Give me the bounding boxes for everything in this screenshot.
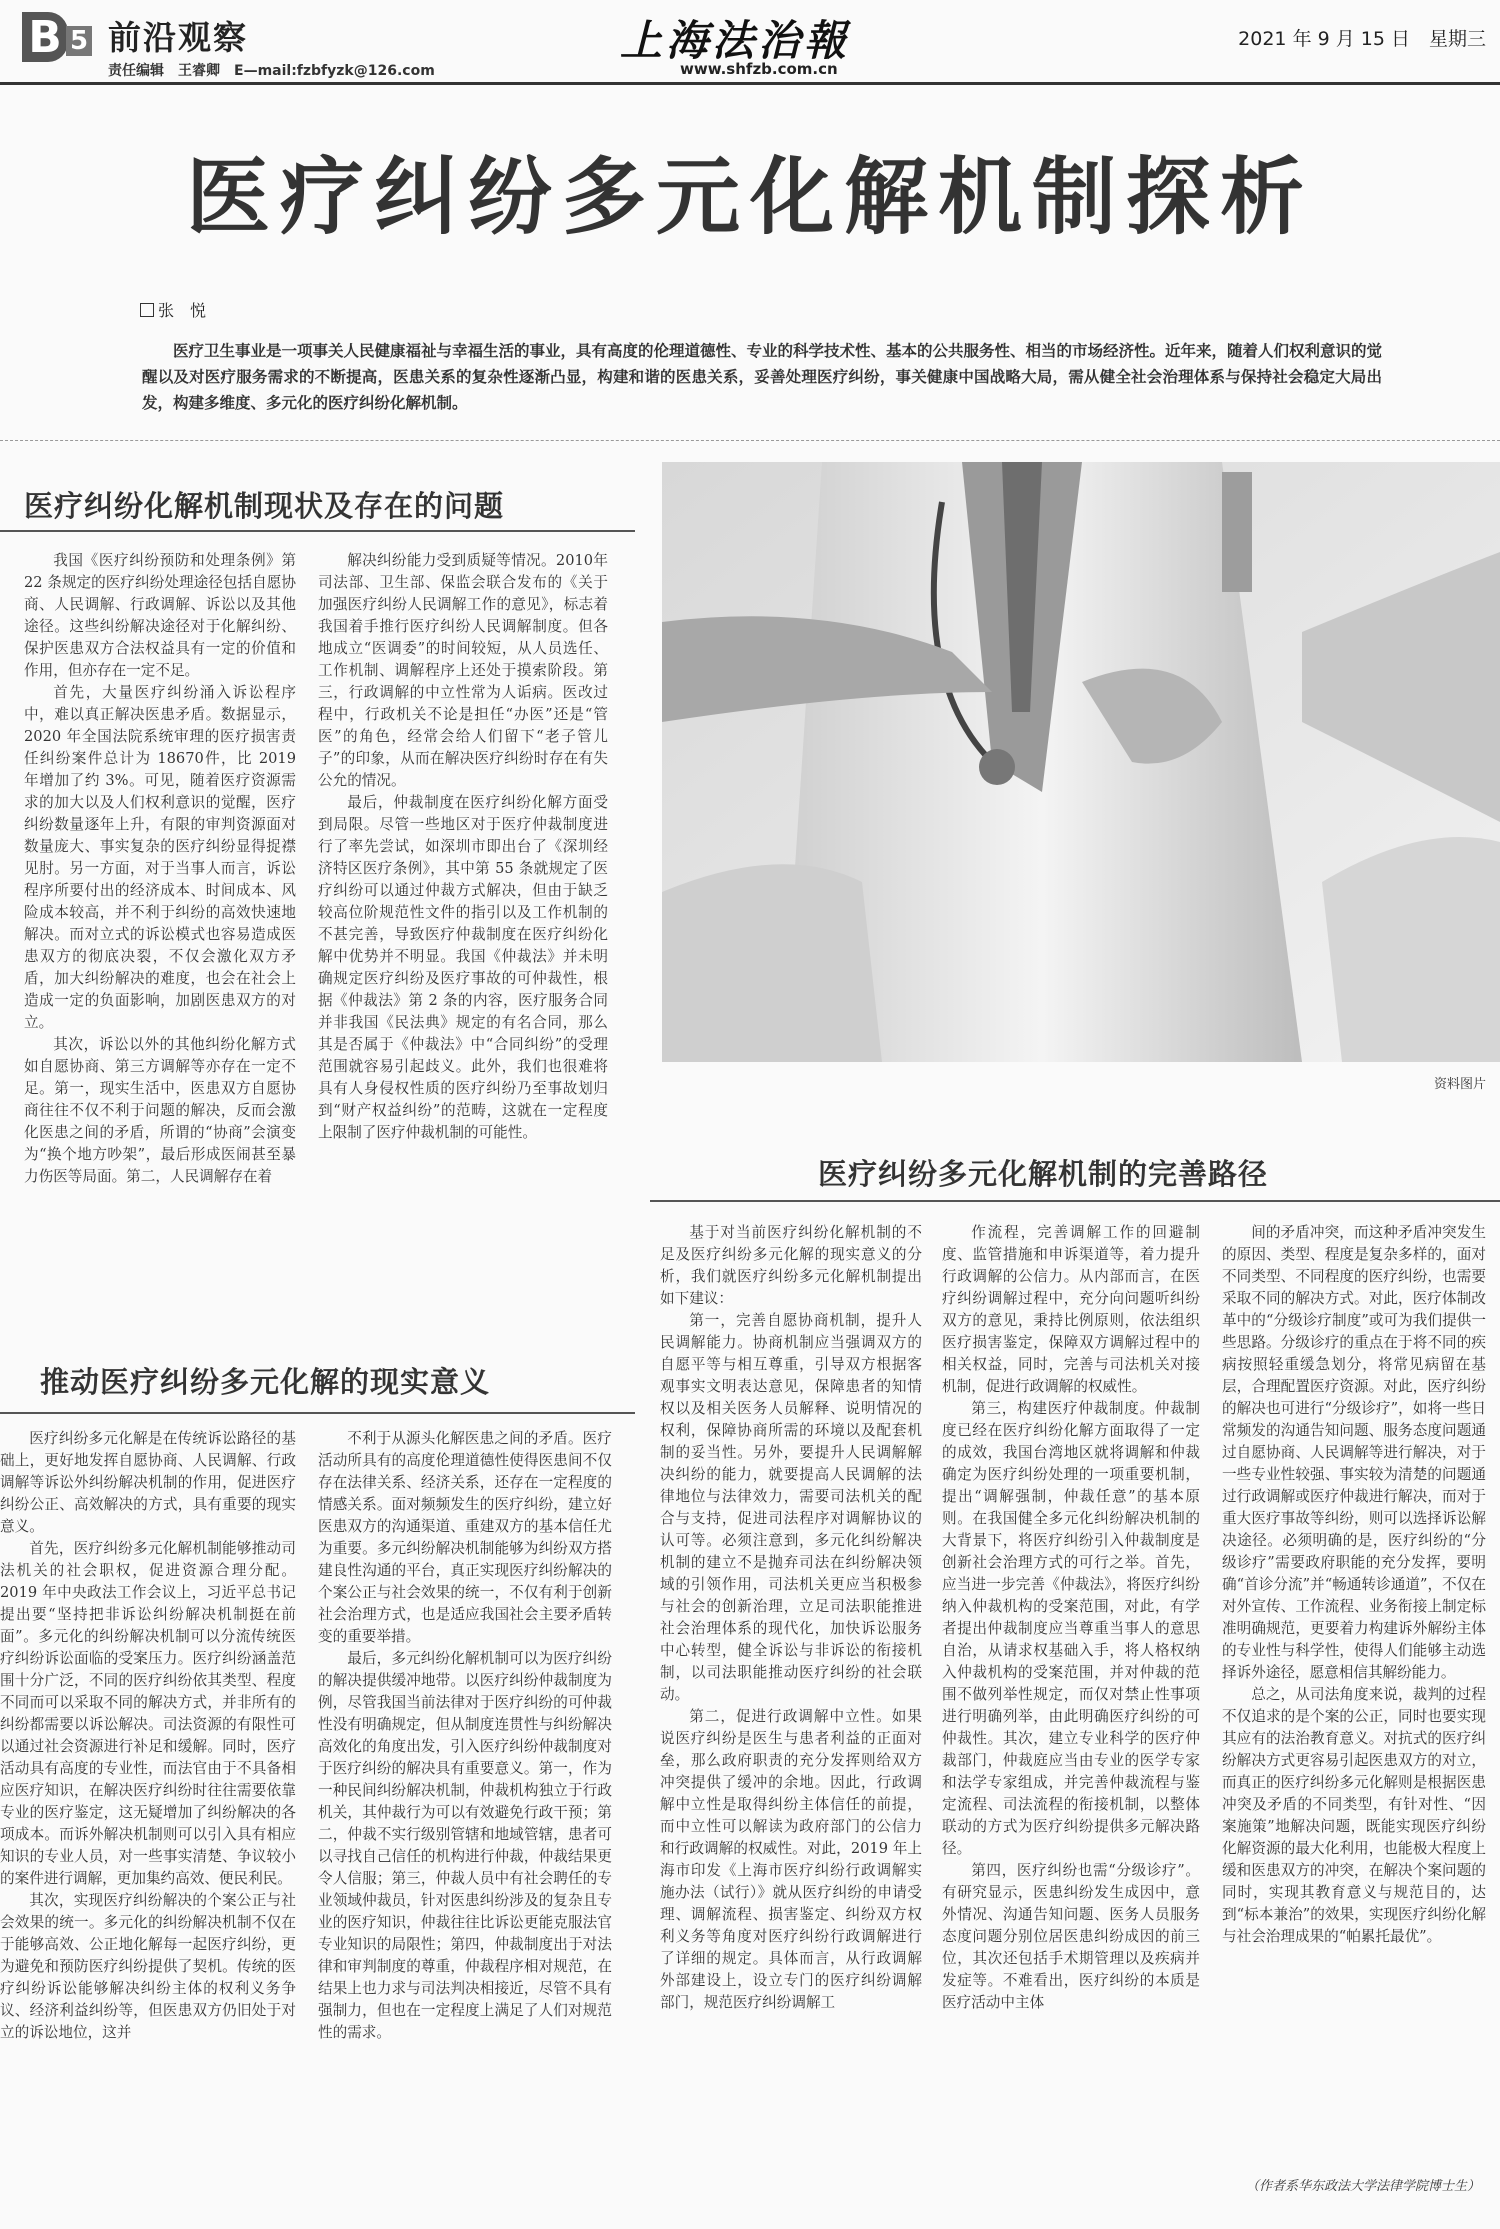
paragraph: 医疗纠纷多元化解是在传统诉讼路径的基础上，更好地发挥自愿协商、人民调解、行政调解等诉讼外纠纷解决机制的作用，促进医疗纠纷公正、高效解决的方式，具有重要的现实意义。 bbox=[0, 1430, 296, 1535]
page-number: 5 bbox=[66, 26, 92, 56]
paragraph: 其次，实现医疗纠纷解决的个案公正与社会效果的统一。多元化的纠纷解决机制不仅在于能够高效、公正地化解每一起医疗纠纷，更为避免和预防医疗纠纷提供了契机。传统的医疗纠纷诉讼能够解决纠纷主体的权利义务争议、经济利益纠纷等，但医患双方仍旧处于对立的诉讼地位，这并 bbox=[0, 1892, 296, 2041]
paragraph: 首先，大量医疗纠纷涌入诉讼程序中，难以真正解决医患矛盾。数据显示，2020 年全国法院系统审理的医疗损害责任纠纷案件总计为 18670件，比 2019 年增加了约 3%。可见，随着医疗资源需求的加大以及人们权利意识的觉醒，医疗纠纷数量逐年上升，有限的审判资源面对数量庞大、事实复杂的医疗纠纷显得捉襟见肘。另一方面，对于当事人而言，诉讼程序所要付出的经济成本、时间成本、风险成本较高，并不利于纠纷的高效快速地解决。而对立式的诉讼模式也容易造成医患双方的彻底决裂，不仅会激化双方矛盾，加大纠纷解决的难度，也会在社会上造成一定的负面影响，加剧医患双方的对立。 bbox=[24, 684, 296, 1031]
paragraph: 基于对当前医疗纠纷化解机制的不足及医疗纠纷多元化解的现实意义的分析，我们就医疗纠纷多元化解机制提出如下建议： bbox=[660, 1224, 922, 1307]
paragraph: 第四，医疗纠纷也需“分级诊疗”。有研究显示，医患纠纷发生成因中，意外情况、沟通告知问题、医务人员服务态度问题分别位居医患纠纷成因的前三位，其次还包括手术期管理以及疾病并发症等。不难看出，医疗纠纷的本质是医疗活动中主体 bbox=[942, 1862, 1200, 2011]
photo-caption: 资料图片 bbox=[1433, 1077, 1486, 1092]
website-url[interactable]: www.shfzb.com.cn bbox=[680, 60, 838, 78]
section-2-column-1 bbox=[0, 1428, 296, 2224]
paragraph: 间的矛盾冲突，而这种矛盾冲突发生的原因、类型、程度是复杂多样的，面对不同类型、不同程度的医疗纠纷，也需要采取不同的解决方式。对此，医疗体制改革中的“分级诊疗制度”或可为我们提供一些思路。分级诊疗的重点在于将不同的疾病按照轻重缓急划分，将常见病留在基层，合理配置医疗资源。对此，医疗纠纷的解决也可进行“分级诊疗”，如将一些日常频发的沟通告知问题、服务态度问题通过自愿协商、人民调解等进行解决，对于一些专业性较强、事实较为清楚的问题通过行政调解或医疗仲裁进行解决，而对于重大医疗事故等纠纷，则可以选择诉讼解决途径。必须明确的是，医疗纠纷的“分级诊疗”需要政府职能的充分发挥，要明确“首诊分流”并“畅通转诊通道”，不仅在对外宣传、工作流程、业务衔接上制定标准明确规范，更要着力构建诉外解纷主体的专业性与科学性，使得人们能够主动选择诉外途径，愿意相信其解纷能力。 bbox=[1222, 1224, 1486, 1681]
paragraph: 最后，仲裁制度在医疗纠纷化解方面受到局限。尽管一些地区对于医疗仲裁制度进行了率先尝试，如深圳市即出台了《深圳经济特区医疗条例》，其中第 55 条就规定了医疗纠纷可以通过仲裁方式解决，但由于缺乏较高位阶规范性文件的指引以及工作机制的不甚完善，导致医疗仲裁制度在医疗纠纷化解中优势并不明显。我国《仲裁法》并未明确规定医疗纠纷及医疗事故的可仲裁性，根据《仲裁法》第 2 条的内容，医疗服务合同并非我国《民法典》规定的有名合同，那么其是否属于《仲裁法》中“合同纠纷”的受理范围就容易引起歧义。此外，我们也很难将具有人身侵权性质的医疗纠纷乃至事故划归到“财产权益纠纷”的范畴，这就在一定程度上限制了医疗仲裁机制的可能性。 bbox=[318, 794, 608, 1141]
byline-box-icon bbox=[140, 303, 154, 317]
doctor-photo bbox=[662, 462, 1500, 1062]
paragraph: 第三，构建医疗仲裁制度。仲裁制度已经在医疗纠纷化解方面取得了一定的成效，我国台湾地区就将调解和仲裁确定为医疗纠纷处理的一项重要机制，提出“调解强制，仲裁任意”的基本原则。在我国健全多元化纠纷解决机制的大背景下，将医疗纠纷引入仲裁制度是创新社会治理方式的可行之举。首先，应当进一步完善《仲裁法》，将医疗纠纷纳入仲裁机构的受案范围，对此，有学者提出仲裁制度应当尊重当事人的意思自治，从请求权基础入手，将人格权纳入仲裁机构的受案范围，并对仲裁的范围不做列举性规定，而仅对禁止性事项进行明确列举，由此明确医疗纠纷的可仲裁性。其次，建立专业科学的医疗仲裁部门，仲裁庭应当由专业的医学专家和法学专家组成，并完善仲裁流程与鉴定流程、司法流程的衔接机制，以整体联动的方式为医疗纠纷提供多元解决路径。 bbox=[942, 1400, 1200, 1857]
section-3-column-2 bbox=[942, 1222, 1200, 2224]
article-abstract: 医疗卫生事业是一项事关人民健康福祉与幸福生活的事业，具有高度的伦理道德性、专业的科学技术性、基本的公共服务性、相当的市场经济性。近年来，随着人们权利意识的觉醒以及对医疗服务需求的不断提高，医患关系的复杂性逐渐凸显，构建和谐的医患关系，妥善处理医疗纠纷，事关健康中国战略大局，需从健全社会治理体系与保持社会稳定大局出发，构建多维度、多元化的医疗纠纷化解机制。 bbox=[142, 342, 1383, 412]
section-1-column-1 bbox=[24, 550, 296, 1328]
author-signature: （作者系华东政法大学法律学院博士生） bbox=[1246, 2179, 1481, 2194]
section-2-column-2 bbox=[318, 1428, 612, 2224]
section-2-title: 推动医疗纠纷多元化解的现实意义 bbox=[40, 1365, 491, 1399]
section-2-rule bbox=[0, 1412, 635, 1414]
author-name: 张 悦 bbox=[158, 301, 207, 320]
paragraph: 最后，多元纠纷化解机制可以为医疗纠纷的解决提供缓冲地带。以医疗纠纷仲裁制度为例，尽管我国当前法律对于医疗纠纷的可仲裁性没有明确规定，但从制度连贯性与纠纷解决高效化的角度出发，引入医疗纠纷仲裁制度对于医疗纠纷的解决具有重要意义。第一，作为一种民间纠纷解决机制，仲裁机构独立于行政机关，其仲裁行为可以有效避免行政干预；第二，仲裁不实行级别管辖和地域管辖，患者可以寻找自己信任的机构进行仲裁，仲裁结果更令人信服；第三，仲裁人员中有社会聘任的专业领域仲裁员，针对医患纠纷涉及的复杂且专业的医疗知识，仲裁往往比诉讼更能克服法官专业知识的局限性；第四，仲裁制度出于对法律和审判制度的尊重，仲裁程序相对规范，在结果上也力求与司法判决相接近，尽管不具有强制力，但也在一定程度上满足了人们对规范性的需求。 bbox=[318, 1650, 612, 2041]
section-3-title: 医疗纠纷多元化解机制的完善路径 bbox=[818, 1157, 1269, 1191]
newspaper-name: 上海法治報 bbox=[620, 16, 851, 65]
section-3-rule bbox=[650, 1200, 1500, 1202]
headline: 医疗纠纷多元化解机制探析 bbox=[185, 148, 1314, 246]
author-byline bbox=[140, 298, 206, 321]
abstract-divider bbox=[0, 440, 1500, 441]
paragraph: 我国《医疗纠纷预防和处理条例》第 22 条规定的医疗纠纷处理途径包括自愿协商、人民调解、行政调解、诉讼以及其他途径。这些纠纷解决途径对于化解纠纷、保护医患双方合法权益具有一定的价值和作用，但亦存在一定不足。 bbox=[24, 552, 296, 679]
section-3-column-1 bbox=[660, 1222, 922, 2224]
issue-date: 2021 年 9 月 15 日 星期三 bbox=[1238, 28, 1486, 50]
editor-line: 责任编辑 王睿卿 E—mail:fzbfyzk@126.com bbox=[108, 63, 435, 79]
paragraph: 总之，从司法角度来说，裁判的过程不仅追求的是个案的公正，同时也要实现其应有的法治教育意义。对抗式的医疗纠纷解决方式更容易引起医患双方的对立，而真正的医疗纠纷多元化解则是根据医患冲突及矛盾的不同类型，有针对性、“因案施策”地解决问题，既能实现医疗纠纷化解资源的最大化利用，也能极大程度上缓和医患双方的冲突，在解决个案问题的同时，实现其教育意义与规范目的，达到“标本兼治”的效果，实现医疗纠纷化解与社会治理成果的“帕累托最优”。 bbox=[1222, 1686, 1486, 1945]
section-1-column-2 bbox=[318, 550, 608, 1328]
section-1-rule bbox=[0, 530, 635, 532]
section-1-title: 医疗纠纷化解机制现状及存在的问题 bbox=[24, 489, 505, 523]
paragraph: 第二，促进行政调解中立性。如果说医疗纠纷是医生与患者利益的正面对垒，那么政府职责的充分发挥则给双方冲突提供了缓冲的余地。因此，行政调解中立性是取得纠纷主体信任的前提，而中立性可以解读为政府部门的公信力和行政调解的权威性。对此，2019 年上海市印发《上海市医疗纠纷行政调解实施办法（试行）》就从医疗纠纷的申请受理、调解流程、损害鉴定、纠纷双方权利义务等角度对医疗纠纷行政调解进行了详细的规定。具体而言，从行政调解外部建设上，设立专门的医疗纠纷调解部门，规范医疗纠纷调解工 bbox=[660, 1708, 922, 2011]
paragraph: 第一，完善自愿协商机制，提升人民调解能力。协商机制应当强调双方的自愿平等与相互尊重，引导双方根据客观事实文明表达意见，保障患者的知情权以及相关医务人员解释、说明情况的权利，保障协商所需的环境以及配套机制的妥当性。另外，要提升人民调解解决纠纷的能力，就要提高人民调解的法律地位与法律效力，需要司法机关的配合与支持，促进司法程序对调解协议的认可等。必须注意到，多元化纠纷解决机制的建立不是抛弃司法在纠纷解决领域的引领作用，司法机关更应当积极参与社会的创新治理，立足司法职能推进社会治理体系的现代化，加快诉讼服务中心转型，健全诉讼与非诉讼的衔接机制，以司法职能推动医疗纠纷的社会联动。 bbox=[660, 1312, 922, 1703]
page-letter: B bbox=[22, 12, 68, 62]
page-badge bbox=[22, 12, 92, 64]
paragraph: 不利于从源头化解医患之间的矛盾。医疗活动所具有的高度伦理道德性使得医患间不仅存在法律关系、经济关系，还存在一定程度的情感关系。面对频频发生的医疗纠纷，建立好医患双方的沟通渠道、重建双方的基本信任尤为重要。多元纠纷解决机制能够为纠纷双方搭建良性沟通的平台，真正实现医疗纠纷解决的个案公正与社会效果的统一，不仅有利于创新社会治理方式，也是适应我国社会主要矛盾转变的重要举措。 bbox=[318, 1430, 612, 1645]
paragraph: 其次，诉讼以外的其他纠纷化解方式如自愿协商、第三方调解等亦存在一定不足。第一，现实生活中，医患双方自愿协商往往不仅不利于问题的解决，反而会激化医患之间的矛盾，所谓的“协商”会演变为“换个地方吵架”，最后形成医闹甚至暴力伤医等局面。第二，人民调解存在着 bbox=[24, 1036, 296, 1185]
paragraph: 首先，医疗纠纷多元化解机制能够推动司法机关的社会职权，促进资源合理分配。2019 年中央政法工作会议上，习近平总书记提出要“坚持把非诉讼纠纷解决机制挺在前面”。多元化的纠纷解决机制可以分流传统医疗纠纷诉讼面临的受案压力。医疗纠纷涵盖范围十分广泛，不同的医疗纠纷依其类型、程度不同而可以采取不同的解决方式，并非所有的纠纷都需要以诉讼解决。司法资源的有限性可以通过社会资源进行补足和缓解。同时，医疗活动具有高度的专业性，而法官由于不具备相应医疗知识，在解决医疗纠纷时往往需要依靠专业的医疗鉴定，这无疑增加了纠纷解决的各项成本。而诉外解决机制则可以引入具有相应知识的专业人员，对一些事实清楚、争议较小的案件进行调解，更加集约高效、便民利民。 bbox=[0, 1540, 296, 1887]
paragraph: 解决纠纷能力受到质疑等情况。2010年司法部、卫生部、保监会联合发布的《关于加强医疗纠纷人民调解工作的意见》，标志着我国着手推行医疗纠纷人民调解制度。但各地成立“医调委”的时间较短，从人员选任、工作机制、调解程序上还处于摸索阶段。第三，行政调解的中立性常为人诟病。医改过程中，行政机关不论是担任“办医”还是“管医”的角色，经常会给人们留下“老子管儿子”的印象，从而在解决医疗纠纷时存在有失公允的情况。 bbox=[318, 552, 608, 789]
masthead-rule bbox=[0, 82, 1500, 85]
paragraph: 作流程，完善调解工作的回避制度、监管措施和申诉渠道等，着力提升行政调解的公信力。从内部而言，在医疗纠纷调解过程中，充分向问题听纠纷双方的意见，秉持比例原则，依法组织医疗损害鉴定，保障双方调解过程中的相关权益，同时，完善与司法机关对接机制，促进行政调解的权威性。 bbox=[942, 1224, 1200, 1395]
section-3-column-3 bbox=[1222, 1222, 1486, 2174]
section-name: 前沿观察 bbox=[108, 18, 248, 57]
